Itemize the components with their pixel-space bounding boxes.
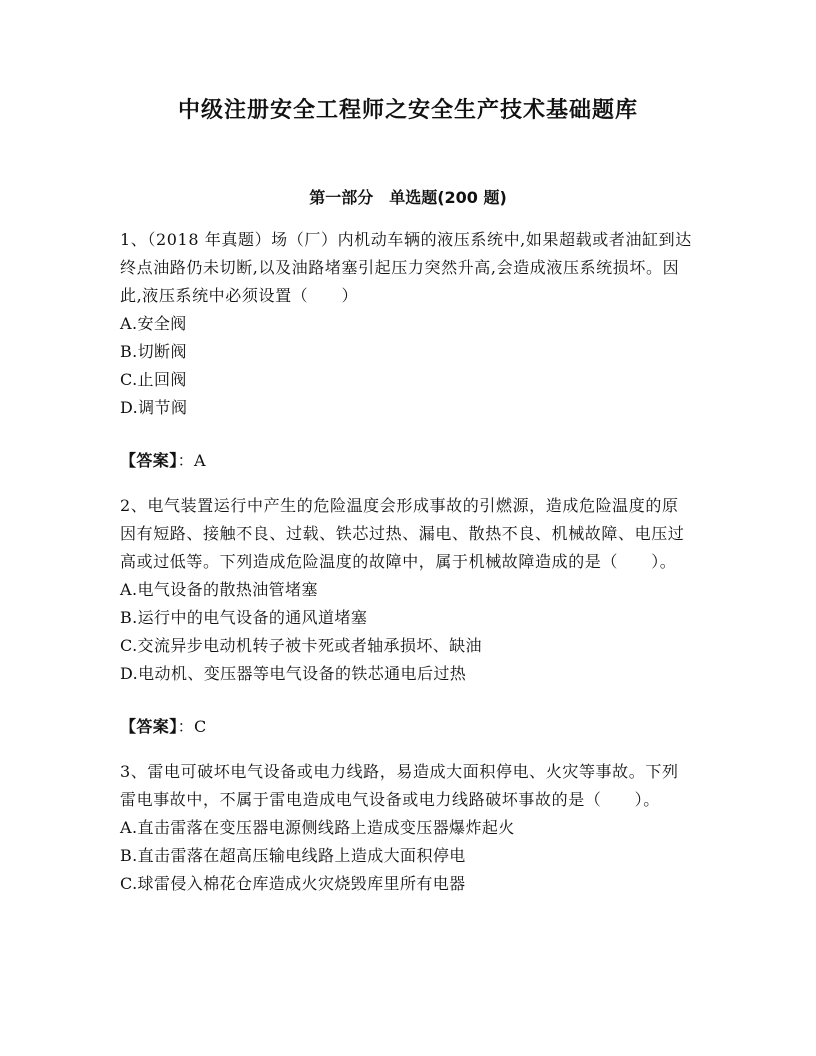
option-a: A.直击雷落在变压器电源侧线路上造成变压器爆炸起火 <box>120 818 515 837</box>
question-stem: 2、电气装置运行中产生的危险温度会形成事故的引燃源，造成危险温度的原因有短路、接触不良、过载、铁芯过热、漏电、散热不良、机械故障、电压过高或过低等。下列造成危险温度的故障中，属于机械故障造成的是（ ）。 <box>120 496 685 571</box>
question-2 <box>120 492 695 741</box>
question-3 <box>120 758 695 898</box>
answer-value: ：A <box>177 451 206 470</box>
answer-line <box>120 713 695 741</box>
question-1 <box>120 226 695 475</box>
spacer <box>120 741 695 758</box>
question-stem: 3、雷电可破坏电气设备或电力线路，易造成大面积停电、火灾等事故。下列雷电事故中，不属于雷电造成电气设备或电力线路破坏事故的是（ ）。 <box>120 762 679 809</box>
option-a: A.电气设备的散热油管堵塞 <box>120 580 318 599</box>
option-c: C.球雷侵入棉花仓库造成火灾烧毁库里所有电器 <box>120 874 466 893</box>
option-b: B.直击雷落在超高压输电线路上造成大面积停电 <box>120 846 466 865</box>
option-c: C.止回阀 <box>120 370 187 389</box>
answer-label: 【答案】 <box>120 451 178 470</box>
option-b: B.切断阀 <box>120 342 187 361</box>
option-a: A.安全阀 <box>120 314 187 333</box>
spacer <box>120 475 695 492</box>
option-d: D.调节阀 <box>120 398 188 417</box>
answer-line <box>120 447 695 475</box>
answer-value: ：C <box>177 717 207 736</box>
question-list <box>120 226 695 898</box>
section-heading: 第一部分 单选题(200 题) <box>309 188 507 207</box>
answer-label: 【答案】 <box>120 717 178 736</box>
option-b: B.运行中的电气设备的通风道堵塞 <box>120 608 368 627</box>
question-stem: 1、（2018 年真题）场（厂）内机动车辆的液压系统中,如果超载或者油缸到达终点油路仍未切断,以及油路堵塞引起压力突然升高,会造成液压系统损坏。因此,液压系统中必须设置（ ） <box>120 230 692 305</box>
option-c: C.交流异步电动机转子被卡死或者轴承损坏、缺油 <box>120 636 482 655</box>
option-d: D.电动机、变压器等电气设备的铁芯通电后过热 <box>120 664 467 683</box>
document-title: 中级注册安全工程师之安全生产技术基础题库 <box>177 98 638 123</box>
